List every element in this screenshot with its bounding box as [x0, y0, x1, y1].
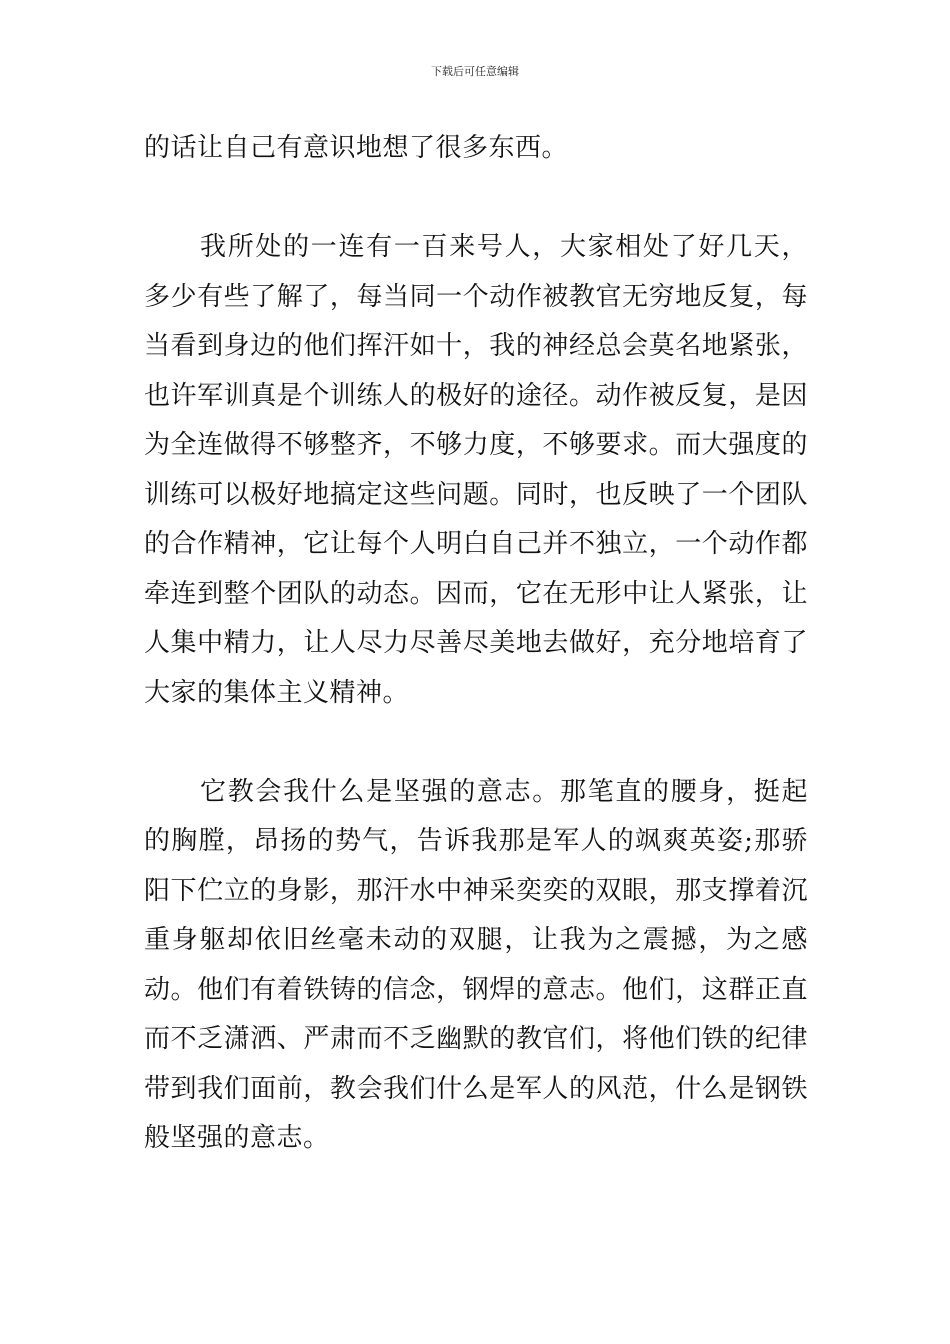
page-header: 下载后可任意编辑	[431, 65, 519, 78]
paragraph-gap	[144, 174, 808, 224]
paragraph-gap	[144, 718, 808, 768]
document-body	[144, 124, 808, 1164]
paragraph-1: 的话让自己有意识地想了很多东西。	[144, 133, 569, 163]
paragraph-2: 我所处的一连有一百来号人，大家相处了好几天，多少有些了解了，每当同一个动作被教官无穷地反复，每当看到身边的他们挥汗如十，我的神经总会莫名地紧张，也许军训真是个训练人的极好的途径。动作被反复，是因为全连做得不够整齐，不够力度，不够要求。而大强度的训练可以极好地搞定这些问题。同时，也反映了一个团队的合作精神，它让每个人明白自己并不独立，一个动作都牵连到整个团队的动态。因而，它在无形中让人紧张，让人集中精力，让人尽力尽善尽美地去做好，充分地培育了大家的集体主义精神。	[144, 232, 808, 708]
paragraph-3: 它教会我什么是坚强的意志。那笔直的腰身，挺起的胸膛，昂扬的势气，告诉我那是军人的飒爽英姿;那骄阳下伫立的身影，那汗水中神采奕奕的双眼，那支撑着沉重身躯却依旧丝毫未动的双腿，让我为之震撼，为之感动。他们有着铁铸的信念，钢焊的意志。他们，这群正直而不乏潇洒、严肃而不乏幽默的教官们，将他们铁的纪律带到我们面前，教会我们什么是军人的风范，什么是钢铁般坚强的意志。	[144, 776, 808, 1153]
